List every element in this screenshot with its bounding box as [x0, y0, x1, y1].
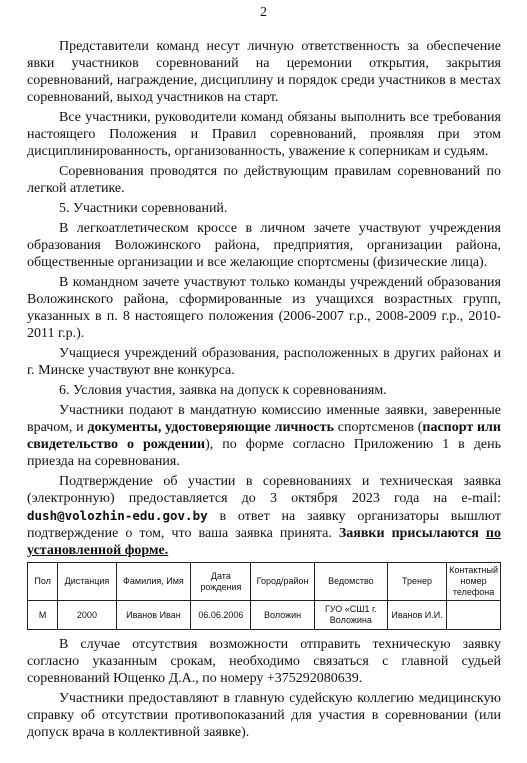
text-span: в ответ на заявку организаторы вышлют подтверждение о том, что ваша заявка принята.	[27, 509, 501, 541]
col-birthdate: Дата рождения	[191, 563, 251, 601]
col-city: Город/район	[251, 563, 314, 601]
section-heading-conditions: 6. Условия участия, заявка на допуск к соревнованиям.	[59, 383, 387, 398]
paragraph-team-responsibility: Представители команд несут личную ответственность за обеспечение явки участников соревнований на церемонии открытия, закрытия соревнований, награждение, дисциплину и порядок среди участников в местах соревнований, выход участников на старт.	[27, 39, 501, 105]
paragraph-medical: Участники предоставляют в главную судейскую коллегию медицинскую справку об отсутствии противопоказаний для участия в соревновании (или допуск врача в коллективной заявке).	[27, 691, 501, 740]
paragraph-confirmation	[27, 473, 501, 559]
cell-distance: 2000	[58, 601, 116, 630]
text-span: спортсменов (	[333, 420, 423, 435]
text-span: ), по форме согласно Приложению 1 в день приезда на соревнования.	[27, 437, 501, 469]
cell-name: Иванов Иван	[116, 601, 191, 630]
page-number: 2	[260, 5, 267, 20]
col-distance: Дистанция	[58, 563, 116, 601]
col-name: Фамилия, Имя	[116, 563, 191, 601]
col-department: Ведомство	[314, 563, 387, 601]
paragraph-documents	[27, 402, 501, 470]
table-row	[28, 601, 501, 630]
cell-city: Воложин	[251, 601, 314, 630]
text-span: Подтверждение об участии в соревнованиях и техническая заявка (электронную) предоставляется до 3 октября 2023 года на e-mail:	[27, 474, 501, 506]
paragraph-contact-judge: В случае отсутствия возможности отправить техническую заявку согласно указанным срокам, необходимо связаться с главной судьей соревнований Ющенко Д.А., по номеру +375292080639.	[27, 637, 501, 686]
bold-applications: Заявки присылаются	[338, 526, 479, 541]
bold-form: по установленной форме.	[27, 526, 501, 558]
application-form-table	[27, 562, 501, 630]
col-gender: Пол	[28, 563, 58, 601]
paragraph-out-of-competition: Учащиеся учреждений образования, расположенных в других районах и г. Минске участвуют вне конкурса.	[27, 346, 501, 378]
bold-documents: документы, удостоверяющие личность	[87, 420, 334, 435]
col-coach: Тренер	[387, 563, 446, 601]
text-span: Участники подают в мандатную комиссию именные заявки, заверенные врачом, и	[27, 403, 501, 435]
cell-department: ГУО «СШ1 г. Воложина	[314, 601, 387, 630]
cell-birthdate: 06.06.2006	[191, 601, 251, 630]
col-phone: Контактный номер телефона	[447, 563, 501, 601]
paragraph-rules: Соревнования проводятся по действующим правилам соревнований по легкой атлетике.	[27, 164, 501, 196]
table-header-row	[28, 563, 501, 601]
email-address[interactable]: dush@volozhin-edu.gov.by	[27, 508, 208, 523]
paragraph-individual: В легкоатлетическом кроссе в личном зачете участвуют учреждения образования Воложинского района, предприятия, организации района, общественные организации и все желающие спортсмены (физические лица).	[27, 221, 501, 270]
bold-passport: паспорт или свидетельство о рождении	[27, 420, 501, 452]
section-heading-participants: 5. Участники соревнований.	[59, 201, 228, 216]
cell-phone	[447, 601, 501, 630]
paragraph-team: В командном зачете участвуют только команды учреждений образования Воложинского района, сформированные из учащихся возрастных групп, указанных в п. 8 настоящего положения (2006-2007 г.р., 2008-2009 г.р., 2010-2011 г.р.).	[27, 275, 501, 341]
cell-gender: М	[28, 601, 58, 630]
cell-coach: Иванов И.И.	[387, 601, 446, 630]
paragraph-requirements: Все участники, руководители команд обязаны выполнить все требования настоящего Положения и Правил соревнований, проявляя при этом дисциплинированность, организованность, уважение к соперникам и судьям.	[27, 110, 501, 159]
document-body	[27, 38, 501, 744]
